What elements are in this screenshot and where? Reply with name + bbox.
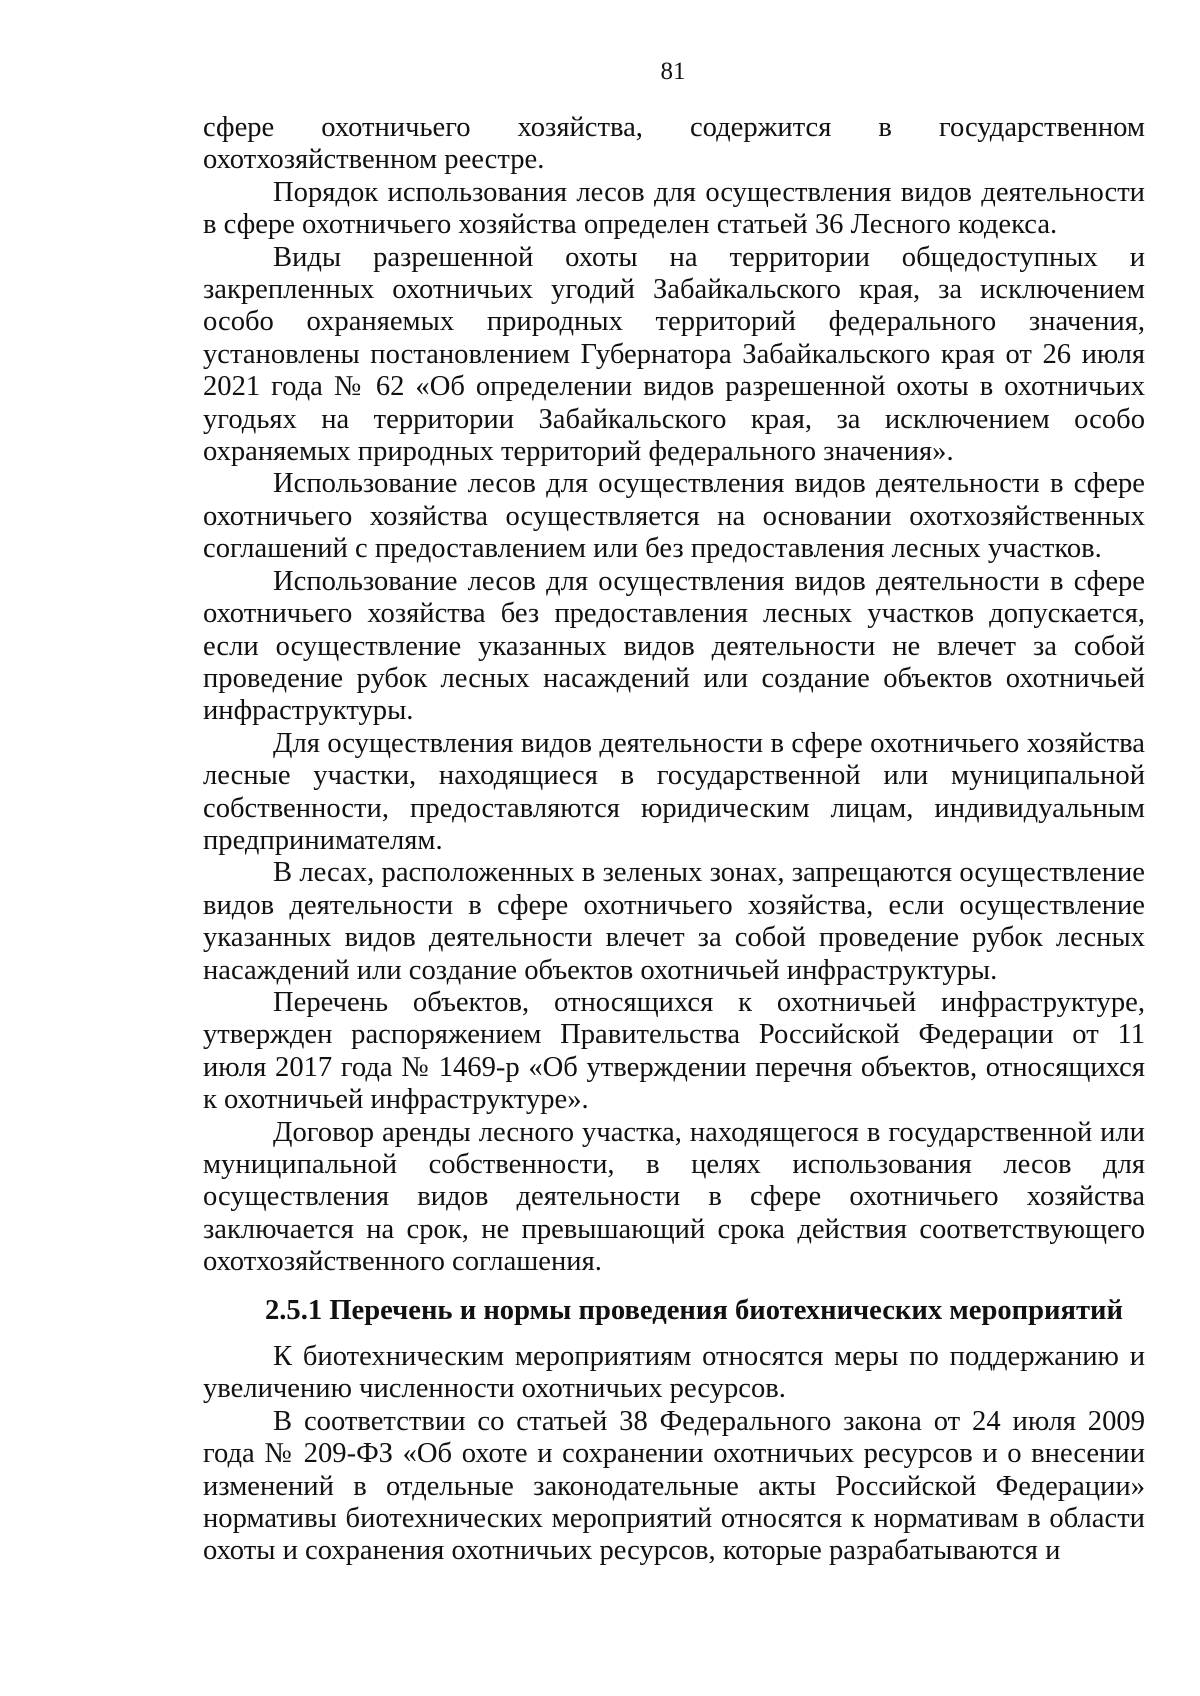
paragraph: Перечень объектов, относящихся к охотничьей инфраструктуре, утвержден распоряжением Правительства Российской Федерации от 11 июля 2017 года № 1469-р «Об утверждении перечня объектов, относящихся к охотничьей инфраструктуре». — [203, 986, 1145, 1116]
paragraph: Использование лесов для осуществления видов деятельности в сфере охотничьего хозяйства без предоставления лесных участков допускается, если осуществление указанных видов деятельности не влечет за собой проведение рубок лесных насаждений или создание объектов охотничьей инфраструктуры. — [203, 565, 1145, 727]
paragraph: Виды разрешенной охоты на территории общедоступных и закрепленных охотничьих угодий Забайкальского края, за исключением особо охраняемых природных территорий федерального значения, установлены постановлением Губернатора Забайкальского края от 26 июля 2021 года № 62 «Об определении видов разрешенной охоты в охотничьих угодьях на территории Забайкальского края, за исключением особо охраняемых природных территорий федерального значения». — [203, 241, 1145, 468]
paragraph: Порядок использования лесов для осуществления видов деятельности в сфере охотничьего хозяйства определен статьей 36 Лесного кодекса. — [203, 176, 1145, 241]
paragraph: сфере охотничьего хозяйства, содержится в государственном охотхозяйственном реестре. — [203, 112, 1145, 176]
document-body — [203, 112, 1145, 1568]
paragraph: В соответствии со статьей 38 Федерального закона от 24 июля 2009 года № 209-ФЗ «Об охоте и сохранении охотничьих ресурсов и о внесении изменений в отдельные законодательные акты Российской Федерации» нормативы биотехнических мероприятий относятся к нормативам в области охоты и сохранения охотничьих ресурсов, которые разрабатываются и — [203, 1405, 1145, 1567]
section-heading: 2.5.1 Перечень и нормы проведения биотехнических мероприятий — [264, 1294, 1123, 1326]
page-number: 81 — [660, 58, 686, 85]
paragraph: Использование лесов для осуществления видов деятельности в сфере охотничьего хозяйства осуществляется на основании охотхозяйственных соглашений с предоставлением или без предоставления лесных участков. — [203, 468, 1145, 565]
paragraph: К биотехническим мероприятиям относятся меры по поддержанию и увеличению численности охотничьих ресурсов. — [203, 1341, 1145, 1405]
paragraph: Для осуществления видов деятельности в сфере охотничьего хозяйства лесные участки, находящиеся в государственной или муниципальной собственности, предоставляются юридическим лицам, индивидуальным предпринимателям. — [203, 727, 1145, 856]
paragraph: В лесах, расположенных в зеленых зонах, запрещаются осуществление видов деятельности в сфере охотничьего хозяйства, если осуществление указанных видов деятельности влечет за собой проведение рубок лесных насаждений или создание объектов охотничьей инфраструктуры. — [203, 857, 1145, 986]
paragraph: Договор аренды лесного участка, находящегося в государственной или муниципальной собственности, в целях использования лесов для осуществления видов деятельности в сфере охотничьего хозяйства заключается на срок, не превышающий срока действия соответствующего охотхозяйственного соглашения. — [203, 1116, 1145, 1278]
